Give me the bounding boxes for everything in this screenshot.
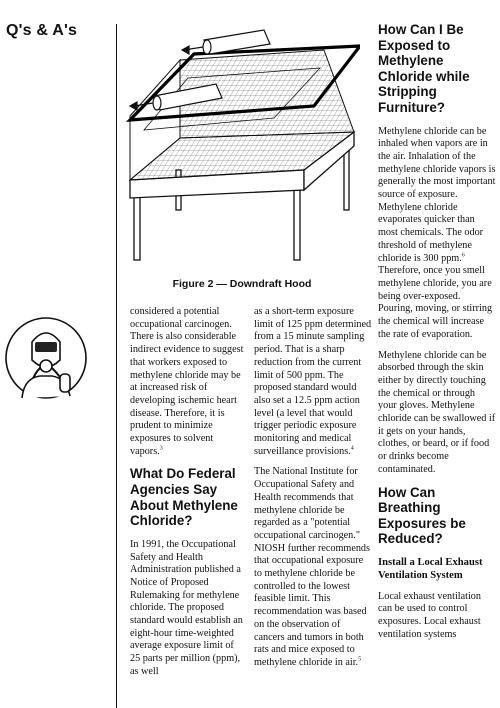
text-column-middle bbox=[254, 306, 372, 678]
paragraph: Methylene chloride can be inhaled when vapors are in the air. Inhalation of the methylene chloride vapors is generally the most important source of exposure. Methylene chloride evaporates quicker than most chemicals. The odor threshold of methylene chloride is 300 ppm.$^6$ Therefore, once you smell methylene chloride, you are being over-exposed. Pouring, moving, or stirring the chemical will increase the rate of evaporation. bbox=[378, 125, 496, 340]
subsection-heading: Install a Local Exhaust Ventilation System bbox=[378, 556, 483, 581]
footnote-ref: 6 bbox=[461, 252, 465, 259]
figure-caption: Figure 2 — Downdraft Hood bbox=[172, 278, 312, 290]
section-heading: How Can I Be Exposed to Methylene Chloride while Stripping Furniture? bbox=[378, 22, 470, 115]
text-column-right bbox=[378, 22, 496, 649]
paragraph: In 1991, the Occupational Safety and Health Administration published a Notice of Proposed Rulemaking for methylene chloride. The proposed standard would establish an eight-hour time-weighted average exposure limit of 25 parts per million (ppm), as well bbox=[130, 538, 243, 677]
paragraph: Methylene chloride can be absorbed through the skin either by directly touching the chemical or through your gloves. Methylene chloride can be swallowed if it gets on your hands, clothes, or beard, or if food or drinks become contaminated. bbox=[378, 349, 496, 475]
paragraph: Local exhaust ventilation can be used to control exposures. Local exhaust ventilation systems bbox=[378, 590, 481, 640]
paragraph: considered a potential occupational carcinogen. There is also considerable indirect evidence to suggest that workers exposed to methylene chloride may be at increased risk of developing ischemic heart disease. Therefore, it is prudent to minimize exposures to solvent vapors.$^3$ bbox=[130, 306, 244, 457]
footnote-ref: 5 bbox=[358, 656, 362, 663]
column-divider bbox=[116, 24, 117, 708]
text-column-left bbox=[130, 306, 246, 687]
section-heading: What Do Federal Agencies Say About Methylene Chloride? bbox=[130, 466, 238, 529]
paragraph: The National Institute for Occupational Safety and Health recommends that methylene chloride be regarded as a "potential occupational carcinogen." NIOSH further recommends that occupational exposure to methylene chloride be controlled to the lowest feasible limit. This recommendation was based on the observation of cancers and tumors in both rats and mice exposed to methylene chloride in air.$^5$ bbox=[254, 466, 370, 668]
paragraph: as a short-term exposure limit of 125 ppm determined from a 15 minute sampling period. That is a sharp reduction from the current limit of 500 ppm. The proposed standard would also set a 12.5 ppm action level (a level that would trigger periodic exposure monitoring and medical surveillance provisions.$^4$ bbox=[254, 306, 372, 457]
footnote-ref: 3 bbox=[159, 445, 163, 452]
footnote-ref: 4 bbox=[350, 445, 354, 452]
respirator-worker-icon bbox=[4, 316, 88, 400]
section-title: Q's & A's bbox=[6, 22, 78, 39]
section-heading: How Can Breathing Exposures be Reduced? bbox=[378, 484, 466, 547]
downdraft-hood-illustration bbox=[124, 20, 360, 270]
